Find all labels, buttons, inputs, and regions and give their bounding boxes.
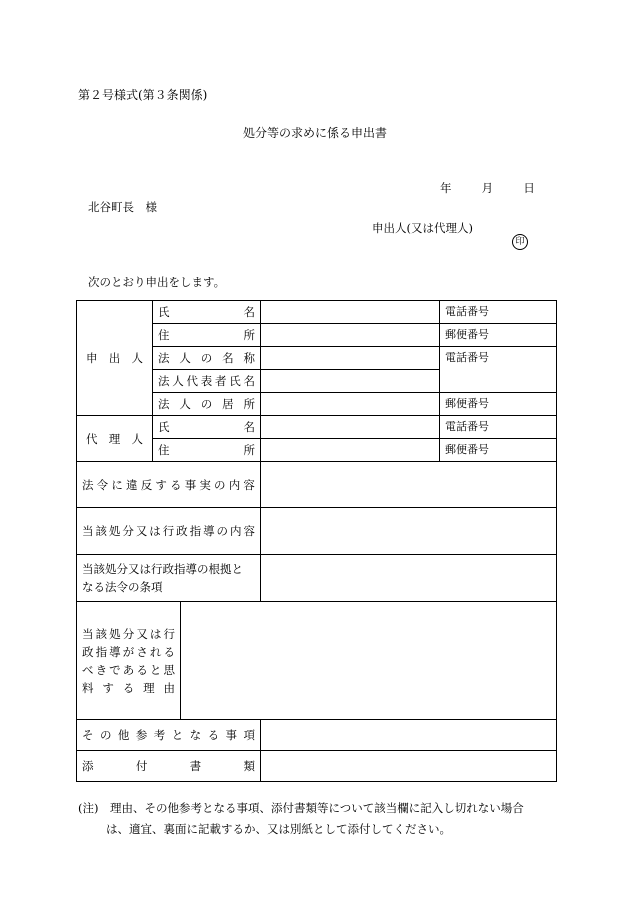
date-line xyxy=(440,180,535,196)
label-reason xyxy=(77,602,181,720)
label-char: と xyxy=(149,662,162,677)
label-char: 法 xyxy=(158,351,170,365)
label-char: き xyxy=(95,662,108,677)
label-char: 出 xyxy=(108,351,121,365)
reason-field[interactable] xyxy=(181,602,557,720)
label-char: 項 xyxy=(243,728,255,742)
label-char: 事 xyxy=(184,477,197,492)
label-char: 事 xyxy=(225,728,237,742)
label-char: に xyxy=(111,477,123,492)
phone-label: 電話番号 xyxy=(445,305,489,318)
label-char: 表 xyxy=(200,374,213,388)
label-char: 所 xyxy=(243,397,255,411)
label-char: す xyxy=(155,477,167,492)
label-char: 参 xyxy=(135,728,148,742)
label-char: 分 xyxy=(122,626,135,641)
label-char: 該 xyxy=(95,524,107,538)
label-char: 指 xyxy=(95,644,108,659)
label-char: は xyxy=(149,626,162,641)
corp-address-field[interactable] xyxy=(261,393,440,416)
label-char: 所 xyxy=(243,328,255,342)
label-char: 人 xyxy=(179,397,191,411)
label-char: さ xyxy=(136,644,148,659)
label-char: 者 xyxy=(215,374,227,388)
label-char: 法 xyxy=(158,397,170,411)
label-char: 政 xyxy=(82,644,94,659)
date-year: 年 xyxy=(440,181,452,195)
label-char: と xyxy=(171,728,184,742)
basis-line-1: 当該処分又は行政指導の根拠と xyxy=(82,562,243,576)
label-char: の xyxy=(200,351,213,365)
corp-name-field[interactable] xyxy=(261,347,440,370)
label-char: べ xyxy=(82,662,94,677)
label-char: 行 xyxy=(162,524,175,538)
label-char: そ xyxy=(82,728,94,742)
label-char: 理 xyxy=(143,680,155,695)
label-char: 法 xyxy=(82,477,94,492)
label-char: 氏 xyxy=(158,420,170,434)
label-char: 称 xyxy=(243,351,255,365)
date-day: 日 xyxy=(523,181,535,195)
label-char: 分 xyxy=(122,524,134,538)
corp-rep-field[interactable] xyxy=(261,370,440,393)
label-char: 人 xyxy=(172,374,184,388)
application-form-table xyxy=(76,300,557,782)
phone-label: 電話番号 xyxy=(445,420,489,433)
label-char: が xyxy=(122,644,135,659)
label-char: 類 xyxy=(243,759,255,773)
label-char: は xyxy=(149,524,161,538)
label-char: 実 xyxy=(199,477,211,492)
label-char: 処 xyxy=(109,626,121,641)
label-char: 住 xyxy=(158,443,170,457)
disposition-field[interactable] xyxy=(261,508,557,555)
label-char: 名 xyxy=(243,374,255,388)
label-char: る xyxy=(136,662,148,677)
label-char: 違 xyxy=(126,477,138,492)
label-agent-name xyxy=(153,416,261,439)
label-char: 導 xyxy=(109,644,121,659)
intro-text: 次のとおり申出をします。 xyxy=(88,275,226,289)
label-char: す xyxy=(102,680,114,695)
label-char: る xyxy=(207,728,220,742)
agent-postal-field[interactable] xyxy=(440,439,557,462)
label-char: 人 xyxy=(131,431,143,446)
label-char: 内 xyxy=(228,477,241,492)
label-corp-address xyxy=(153,393,261,416)
applicant-address-field[interactable] xyxy=(261,324,440,347)
label-char: れ xyxy=(149,644,162,659)
label-char: の xyxy=(214,477,226,492)
date-month: 月 xyxy=(481,181,494,195)
label-char: で xyxy=(109,662,121,677)
corp-phone-field[interactable] xyxy=(440,347,557,393)
postal-label: 郵便番号 xyxy=(445,443,489,456)
other-field[interactable] xyxy=(261,720,557,751)
label-char: 該 xyxy=(95,626,108,641)
label-char: る xyxy=(170,477,182,492)
postal-label: 郵便番号 xyxy=(445,328,489,341)
label-char: 又 xyxy=(135,524,148,538)
label-char: 代 xyxy=(186,374,198,388)
label-char: 当 xyxy=(82,524,94,538)
label-char: 付 xyxy=(135,759,148,773)
label-char: 反 xyxy=(140,477,153,492)
applicant-postal-field[interactable] xyxy=(440,324,557,347)
agent-phone-field[interactable] xyxy=(440,416,557,439)
attachments-field[interactable] xyxy=(261,751,557,782)
label-disposition xyxy=(77,508,261,555)
label-char: 居 xyxy=(222,397,234,411)
label-char: 住 xyxy=(158,328,170,342)
label-char: 料 xyxy=(82,680,94,695)
postal-label: 郵便番号 xyxy=(445,397,489,410)
label-corp-name xyxy=(153,347,261,370)
label-char: 名 xyxy=(243,420,255,434)
agent-address-field[interactable] xyxy=(261,439,440,462)
label-char: る xyxy=(122,680,135,695)
basis-field[interactable] xyxy=(261,555,557,602)
label-address xyxy=(153,324,261,347)
agent-group-label xyxy=(77,416,153,462)
label-char: 理 xyxy=(108,431,121,446)
label-char: 書 xyxy=(189,759,202,773)
label-basis xyxy=(77,555,261,602)
label-char: 氏 xyxy=(158,305,170,319)
label-char: 人 xyxy=(131,351,143,365)
corp-postal-field[interactable] xyxy=(440,393,557,416)
label-char: 法 xyxy=(158,374,170,388)
label-char: 令 xyxy=(96,477,109,492)
label-char: 政 xyxy=(176,524,188,538)
label-char: 内 xyxy=(229,524,242,538)
form-number: 第２号様式(第３条関係) xyxy=(78,88,208,102)
label-char: の xyxy=(216,524,229,538)
addressee: 北谷町長 様 xyxy=(88,200,157,214)
label-char: 容 xyxy=(243,524,255,538)
label-attachments xyxy=(77,751,261,782)
note-line-2: は、適宜、裏面に記載するか、又は別紙として添付してください。 xyxy=(106,822,451,836)
label-char: 由 xyxy=(163,680,175,695)
label-char: 他 xyxy=(117,728,130,742)
label-agent-address xyxy=(153,439,261,462)
label-char: 名 xyxy=(222,351,234,365)
label-char: 又 xyxy=(136,626,148,641)
label-char: の xyxy=(200,397,213,411)
phone-label: 電話番号 xyxy=(445,351,489,364)
label-char: 行 xyxy=(163,626,175,641)
label-char: あ xyxy=(122,662,135,677)
label-char: 申 xyxy=(86,351,98,365)
applicant-name-field[interactable] xyxy=(261,301,440,324)
label-char: 導 xyxy=(203,524,215,538)
label-char: 容 xyxy=(243,477,255,492)
label-char: る xyxy=(163,644,175,659)
label-char: な xyxy=(189,728,202,742)
label-char: 氏 xyxy=(229,374,241,388)
label-name xyxy=(153,301,261,324)
label-other xyxy=(77,720,261,751)
applicant-signature-label: 申出人(又は代理人) xyxy=(372,221,473,235)
label-char: の xyxy=(99,728,112,742)
label-corp-rep xyxy=(153,370,261,393)
agent-name-field[interactable] xyxy=(261,416,440,439)
label-char: 添 xyxy=(82,759,94,773)
label-char: 所 xyxy=(243,443,255,457)
label-char: 思 xyxy=(163,662,175,677)
label-char: 考 xyxy=(153,728,166,742)
label-char: 名 xyxy=(243,305,255,319)
label-char: 人 xyxy=(179,351,191,365)
seal-mark: 印 xyxy=(512,234,528,250)
label-char: 処 xyxy=(108,524,121,538)
form-title: 処分等の求めに係る申出書 xyxy=(242,126,387,140)
label-char: 代 xyxy=(86,431,98,446)
label-violation xyxy=(77,462,261,508)
label-char: 当 xyxy=(82,626,94,641)
note-line-1: (注) 理由、その他参考となる事項、添付書類等について該当欄に記入し切れない場合 xyxy=(78,801,524,815)
basis-line-2: なる法令の条項 xyxy=(82,580,163,594)
label-char: 指 xyxy=(189,524,202,538)
violation-field[interactable] xyxy=(261,462,557,508)
applicant-group-label xyxy=(77,301,153,416)
applicant-phone-field[interactable] xyxy=(440,301,557,324)
